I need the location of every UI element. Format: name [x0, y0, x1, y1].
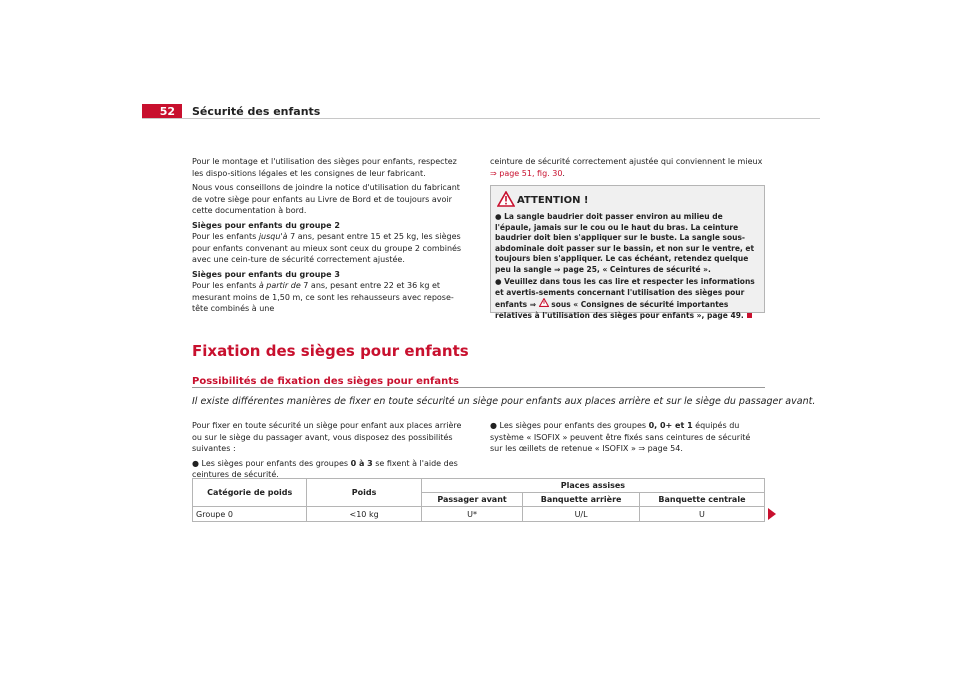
th-front: Passager avant — [421, 493, 523, 507]
bullet1-bold: 0 à 3 — [350, 458, 373, 468]
inline-warning-icon — [539, 298, 549, 307]
paragraph-2: Nous vous conseillons de joindre la notice d'utilisation du fabricant de votre siège pour enfants au Livre de Bord et de toujours avoir cette documentation à bord. — [192, 183, 460, 215]
seat-table — [192, 478, 765, 522]
bullet2-bold: 0, 0+ et 1 — [648, 421, 693, 430]
cell-category: Groupe 0 — [193, 507, 307, 522]
bullet1-post: se fixent à l'aide des ceintures de sécurité. — [192, 458, 458, 479]
table-row — [193, 507, 765, 522]
page-number: 52 — [142, 104, 182, 119]
group3-title: Sièges pour enfants du groupe 3 — [192, 269, 340, 279]
group2-pre: Pour les enfants — [192, 232, 259, 241]
warning-bullet-2-pre: Veuillez dans tous les cas lire et respecter les informations et avertis-sements concernant l'utilisation des sièges pour enfants ⇒ — [495, 277, 755, 309]
warning-bullet-2-post: sous « Consignes de sécurité importantes relatives à l'utilisation des sièges pour enfants », page 49. — [495, 300, 744, 320]
th-category: Catégorie de poids — [193, 479, 307, 507]
group2-emphasis: jusqu'à — [258, 232, 288, 241]
group3-post: 7 ans, pesant entre 22 et 36 kg et mesurant moins de 1,50 m, ce sont les rehausseurs avec repose-tête combinés à une — [192, 281, 454, 313]
right-column — [490, 156, 765, 179]
left-column — [192, 156, 467, 318]
warning-box — [490, 185, 765, 320]
warning-triangle-icon — [497, 191, 515, 207]
group2-title: Sièges pour enfants du groupe 2 — [192, 220, 340, 230]
page-link[interactable]: ⇒ page 51, fig. 30 — [490, 168, 563, 178]
th-rear: Banquette arrière — [523, 493, 640, 507]
continuation-text: ceinture de sécurité correctement ajustée qui conviennent le mieux — [490, 157, 763, 166]
warning-bullet-2: ● Veuillez dans tous les cas lire et respecter les informations et avertis-sements concernant l'utilisation des sièges pour enfants ⇒ sous « Consignes de sécurité importantes relatives à l'utilisation des sièges pour enfants », page 49. — [495, 277, 755, 320]
paragraph-1: Pour le montage et l'utilisation des sièges pour enfants, respectez les dispo-sitions légales et les consignes de leur fabricant. — [192, 157, 457, 178]
group2-text — [192, 231, 467, 266]
body2-bullet-1: ● Les sièges pour enfants des groupes 0 à 3 se fixent à l'aide des ceintures de sécurité. — [192, 458, 458, 479]
body2-bullet-2: ● Les sièges pour enfants des groupes 0, 0+ et 1 équipés du système « ISOFIX » peuvent être fixés sans ceintures de sécurité sur les œillets de retenue « ISOFIX » ⇒ page 54. — [490, 421, 751, 453]
group3-text — [192, 280, 467, 315]
end-square-icon — [747, 313, 752, 318]
cell-front: U* — [421, 507, 523, 522]
body2-intro: Pour fixer en toute sécurité un siège pour enfant aux places arrière ou sur le siège du passager avant, vous disposez des possibilités suivantes : — [192, 421, 462, 453]
body2-left — [192, 420, 467, 484]
th-places: Places assises — [421, 479, 764, 493]
section-heading: Fixation des sièges pour enfants — [192, 342, 469, 360]
section-subheading: Possibilités de fixation des sièges pour enfants — [192, 376, 460, 387]
table-header-row-1 — [193, 479, 765, 493]
subheading-rule — [192, 387, 765, 388]
th-weight: Poids — [307, 479, 421, 507]
warning-title: ATTENTION ! — [517, 195, 589, 206]
bullet2-post: équipés du système « ISOFIX » peuvent être fixés sans ceintures de sécurité sur les œillets de retenue « ISOFIX » ⇒ page 54. — [490, 421, 751, 453]
cell-center: U — [639, 507, 764, 522]
warning-bullet-1-text: La sangle baudrier doit passer environ au milieu de l'épaule, jamais sur le cou ou le haut du bras. La ceinture baudrier doit bien s'appliquer sur le buste. La sangle sous-abdominale doit passer sur le bassin, et non sur le ventre, et toujours bien s'appliquer. Le cas échéant, retendez quelque peu la sangle ⇒ page 25, « Ceintures de sécurité ». — [495, 212, 755, 274]
next-page-arrow-icon[interactable] — [768, 508, 776, 520]
group2-post: 7 ans, pesant entre 15 et 25 kg, les sièges pour enfants convenant au mieux sont ceux du groupe 2 combinés avec une cein-ture de sécurité correctement ajustée. — [192, 232, 462, 264]
group3-pre: Pour les enfants — [192, 281, 259, 290]
cell-rear: U/L — [523, 507, 640, 522]
th-center: Banquette centrale — [639, 493, 764, 507]
bullet2-pre: Les sièges pour enfants des groupes — [499, 421, 649, 430]
bullet1-pre: Les sièges pour enfants des groupes — [201, 458, 351, 468]
header-rule — [142, 118, 820, 119]
warning-bullet-1: ● La sangle baudrier doit passer environ au milieu de l'épaule, jamais sur le cou ou le haut du bras. La ceinture baudrier doit bien s'appliquer sur le buste. La sangle sous-abdominale doit passer sur le bassin, et non sur le ventre, et toujours bien s'appliquer. Le cas échéant, retendez quelque peu la sangle ⇒ page 25, « Ceintures de sécurité ». — [495, 212, 755, 274]
group3-emphasis: à partir de — [258, 281, 301, 290]
lead-text: Il existe différentes manières de fixer en toute sécurité un siège pour enfants aux places arrière et sur le siège du passager avant. — [192, 396, 816, 407]
cell-weight: <10 kg — [307, 507, 421, 522]
continuation-end: . — [562, 168, 565, 178]
running-title: Sécurité des enfants — [192, 105, 321, 118]
body2-right — [490, 420, 765, 458]
warning-body — [495, 212, 761, 323]
